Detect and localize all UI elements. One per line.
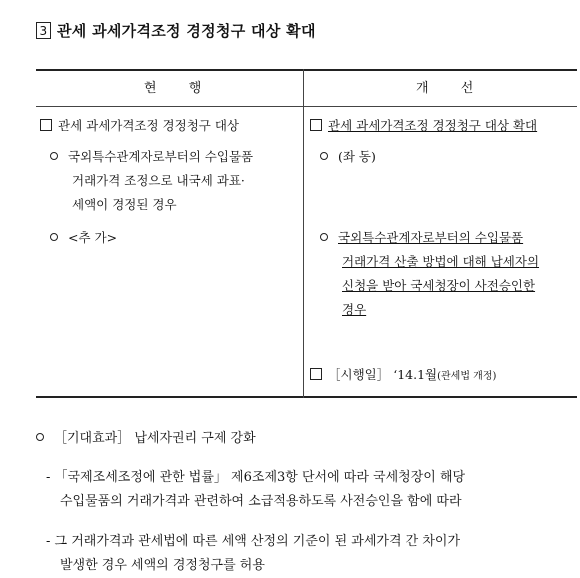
effect-bullet-1 [46, 466, 465, 514]
current-point-1 [50, 145, 253, 217]
section-title [36, 20, 316, 41]
effect-bullet-2-line-1: - 그 거래가격과 관세법에 따른 세액 산정의 기준이 된 과세가격 간 차이가 [46, 534, 461, 549]
improved-item [310, 114, 537, 138]
square-bullet-icon [310, 368, 322, 380]
effect-heading-row [36, 427, 256, 451]
improved-point-2-line-3: 신청을 받아 국세청장이 사전승인한 [342, 278, 536, 293]
current-point-1-line-3: 세액이 경정된 경우 [72, 197, 177, 212]
circle-bullet-icon [320, 152, 328, 160]
current-point-1-line-1: 국외특수관계자로부터의 수입물품 [68, 149, 254, 164]
header-current: 현 행 [144, 81, 216, 96]
circle-bullet-icon [36, 433, 44, 441]
header-improved: 개 선 [416, 81, 488, 96]
square-bullet-icon [40, 119, 52, 131]
effect-heading: ［기대효과］ 납세자권리 구제 강화 [54, 431, 256, 446]
circle-bullet-icon [50, 233, 58, 241]
effect-bullet-2 [46, 530, 460, 578]
table-top-rule [36, 69, 577, 71]
effective-note: (관세법 개정) [437, 371, 497, 382]
square-bullet-icon [310, 119, 322, 131]
effect-bullet-1-line-1: - 「국제조세조정에 관한 법률」 제6조제3항 단서에 따라 국세청장이 해당 [46, 470, 466, 485]
section-title-text: 관세 과세가격조정 경정청구 대상 확대 [57, 22, 316, 40]
improved-point-1-text: (좌 동) [338, 149, 376, 164]
table-bottom-rule [36, 396, 577, 398]
effect-bullet-1-line-2: 수입물품의 거래가격과 관련하여 소급적용하도록 사전승인을 함에 따라 [60, 494, 462, 509]
effective-date-row [310, 363, 496, 389]
improved-point-2 [320, 226, 539, 322]
comparison-table [36, 69, 577, 398]
table-header-rule [36, 106, 577, 107]
current-point-2-text: <추 가> [68, 230, 118, 245]
effective-label: ［시행일］ [328, 367, 390, 382]
table-column-divider [303, 69, 304, 398]
improved-point-2-line-4: 경우 [342, 302, 367, 317]
current-point-1-line-2: 거래가격 조정으로 내국세 과표· [72, 173, 245, 188]
effective-date: ‘14.1월 [393, 367, 438, 382]
improved-item-heading: 관세 과세가격조정 경정청구 대상 확대 [328, 118, 538, 133]
current-point-2 [50, 226, 117, 250]
section-number: 3 [36, 22, 51, 39]
circle-bullet-icon [50, 152, 58, 160]
effect-bullet-2-line-2: 발생한 경우 세액의 경정청구를 허용 [60, 558, 265, 573]
improved-point-1 [320, 145, 376, 169]
circle-bullet-icon [320, 233, 328, 241]
improved-point-2-line-1: 국외특수관계자로부터의 수입물품 [338, 230, 524, 245]
current-item-heading: 관세 과세가격조정 경정청구 대상 [58, 118, 239, 133]
improved-point-2-line-2: 거래가격 산출 방법에 대해 납세자의 [342, 254, 540, 269]
current-item [40, 114, 239, 138]
